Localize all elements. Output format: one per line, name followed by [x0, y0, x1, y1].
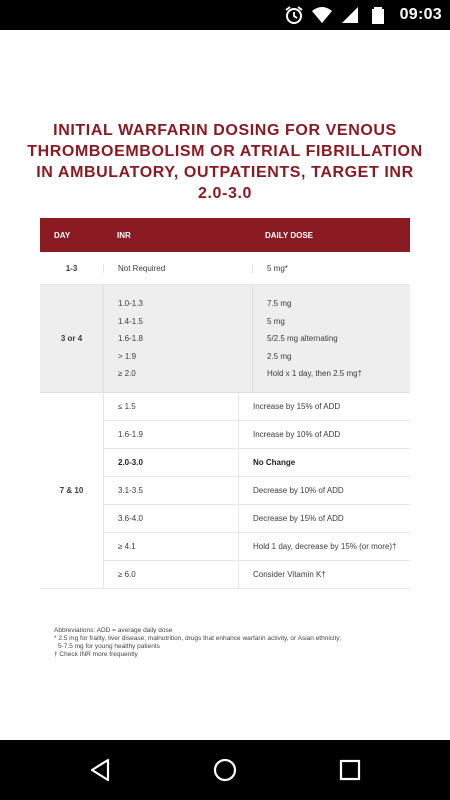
inr-cell: ≥ 4.1: [118, 542, 136, 551]
main-content[interactable]: [0, 30, 450, 740]
dose-cell: Decrease by 10% of ADD: [238, 477, 410, 504]
recent-apps-icon[interactable]: [337, 757, 363, 783]
alarm-icon: [284, 5, 304, 25]
navigation-bar: [0, 740, 450, 800]
dose-value: 5 mg: [267, 316, 285, 326]
table-row: [104, 421, 410, 449]
inr-cell: ≤ 1.5: [118, 402, 136, 411]
table-header: [40, 218, 410, 252]
status-icons: [284, 0, 442, 30]
dose-value: 7.5 mg: [267, 299, 292, 308]
inr-value: ≥ 2.0: [118, 369, 136, 378]
dose-cell: 5 mg*: [252, 264, 410, 273]
inr-cell: Not Required: [103, 264, 252, 273]
dosing-table: [40, 218, 410, 589]
inr-cell: ≥ 6.0: [118, 570, 136, 579]
home-icon[interactable]: [212, 757, 238, 783]
footnote-star-cont: 5-7.5 mg for young healthy patients: [58, 643, 160, 650]
clock: 09:03: [399, 6, 442, 23]
day-cell: 3 or 4: [60, 334, 83, 343]
dose-cell: No Change: [238, 449, 410, 476]
inr-cell: 3.1-3.5: [118, 486, 143, 495]
status-bar: [0, 0, 450, 30]
day-cell: 7 & 10: [59, 486, 84, 495]
dose-cell: Increase by 10% of ADD: [238, 421, 410, 448]
header-dose: DAILY DOSE: [265, 230, 314, 240]
wifi-icon: [312, 5, 332, 25]
dose-cell: Decrease by 15% of ADD: [238, 505, 410, 532]
dose-cell: [252, 285, 410, 392]
inr-cell: 2.0-3.0: [118, 458, 143, 467]
footnote-star: * 2.5 mg for frailty, liver disease, malnutrition, drugs that enhance warfarin activity, or Asian ethnicity;: [54, 635, 342, 642]
day-cell: 1-3: [65, 263, 78, 273]
table-row-group: [40, 393, 410, 589]
dose-cell: Consider Vitamin K†: [238, 561, 410, 588]
header-day: DAY: [54, 230, 71, 240]
table-row: [104, 505, 410, 533]
footnote-dagger: † Check INR more frequently: [54, 651, 138, 658]
inr-value: > 1.9: [118, 351, 137, 361]
page-title: INITIAL WARFARIN DOSING FOR VENOUS THROMBOEMBOLISM OR ATRIAL FIBRILLATION IN AMBULATORY, OUTPATIENTS, TARGET INR 2.0-3.0: [27, 122, 423, 202]
table-row: [40, 252, 410, 285]
footnotes: [54, 627, 394, 659]
battery-icon: [368, 5, 388, 25]
dose-cell: Hold 1 day, decrease by 15% (or more)†: [238, 533, 410, 560]
inr-value: 1.4-1.5: [118, 316, 143, 326]
back-icon[interactable]: [88, 757, 114, 783]
dose-cell: Increase by 15% of ADD: [238, 393, 410, 420]
dose-value: 2.5 mg: [267, 351, 292, 361]
table-row: [104, 561, 410, 588]
table-row-target: [104, 449, 410, 477]
header-inr: INR: [117, 230, 131, 240]
inr-cell: 1.6-1.9: [118, 430, 143, 439]
inr-cell: 3.6-4.0: [118, 514, 143, 523]
dose-value: 5/2.5 mg alternating: [267, 334, 338, 343]
table-row: [104, 533, 410, 561]
footnote-abbreviations: Abbreviations: ADD = average daily dose: [54, 627, 173, 634]
inr-value: 1.0-1.3: [118, 299, 143, 308]
table-row-group: [40, 285, 410, 393]
signal-icon: [340, 5, 360, 25]
inr-cell: [103, 285, 252, 392]
table-row: [104, 393, 410, 421]
sub-rows: [103, 393, 410, 588]
inr-value: 1.6-1.8: [118, 334, 143, 343]
table-row: [104, 477, 410, 505]
dose-value: Hold x 1 day, then 2.5 mg†: [267, 369, 363, 378]
